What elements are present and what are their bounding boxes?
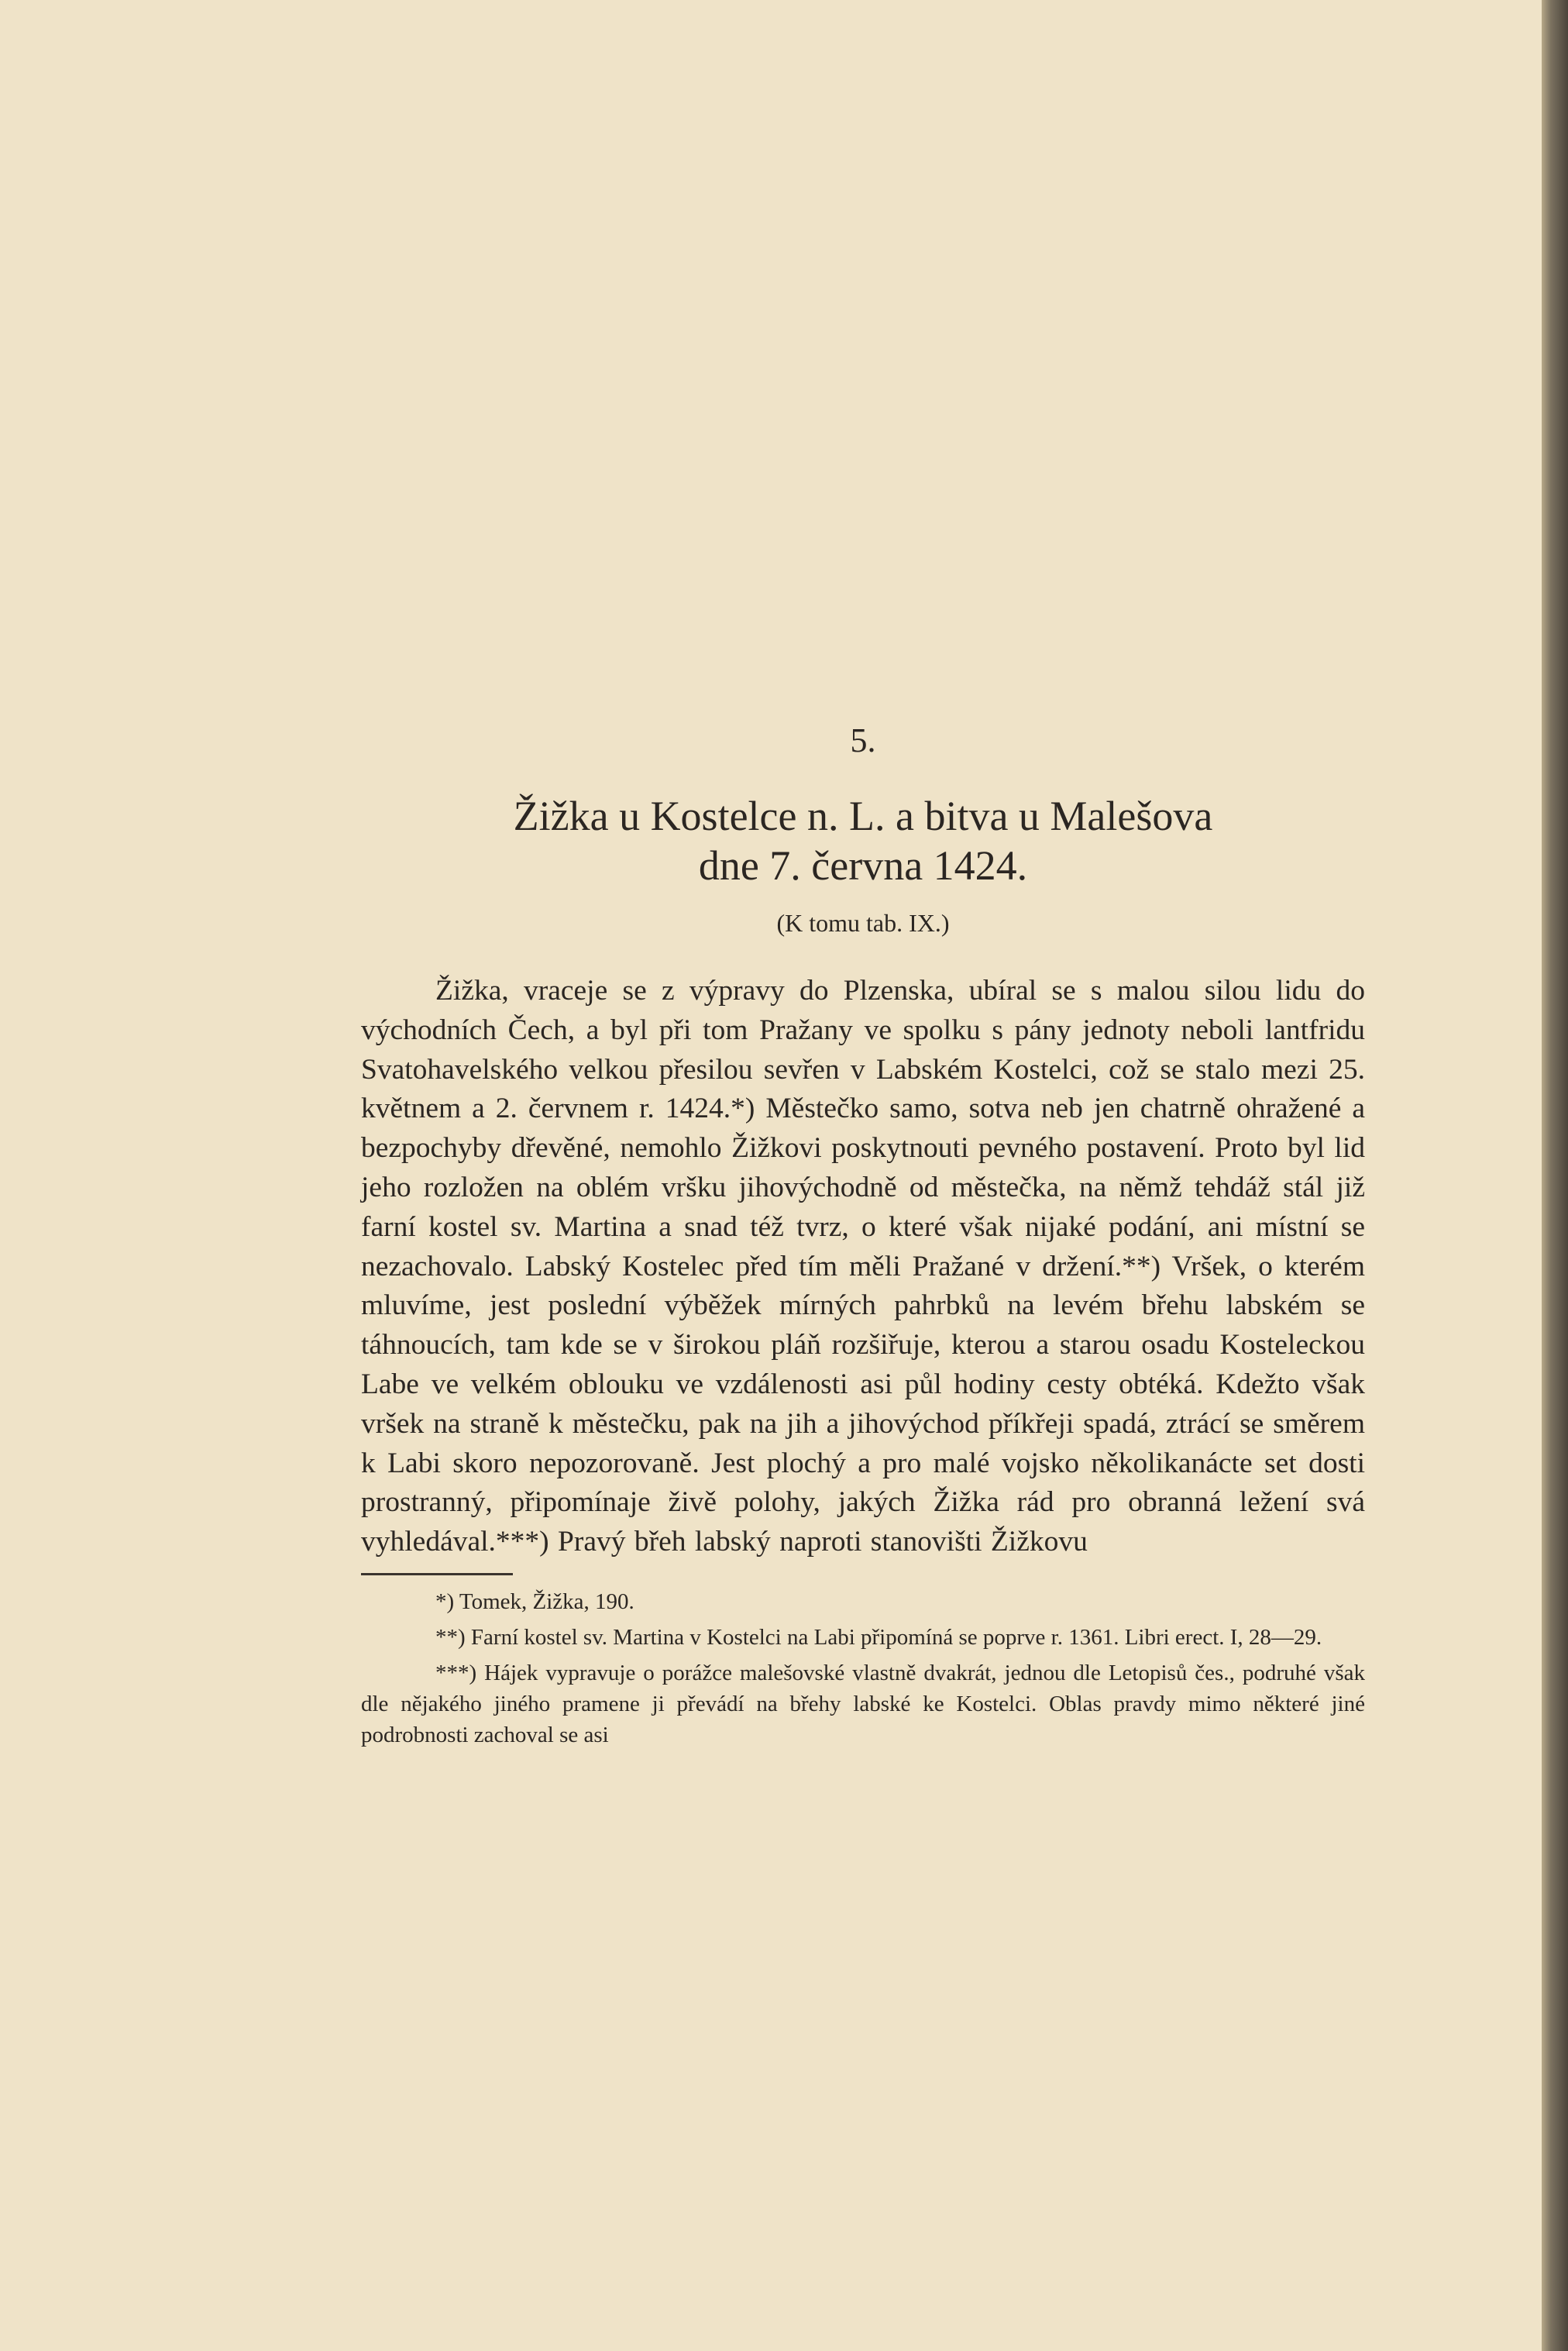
chapter-number: 5. <box>850 721 876 759</box>
text-block <box>361 721 1365 1750</box>
body-paragraph: Žižka, vraceje se z výpravy do Plzenska, ubíral se s malou silou lidu do východních Čech, a byl při tom Pražany ve spolku s pány jednoty neboli lantfridu Svatohavelského velkou přesilou sevřen v Labském Kostelci, což se stalo mezi 25. květnem a 2. červnem r. 1424.*) Městečko samo, sotva neb jen chatrně ohražené a bezpochyby dřevěné, nemohlo Žižkovi poskytnouti pevného postavení. Proto byl lid jeho rozložen na oblém vršku jihovýchodně od městečka, na němž tehdáž stál již farní kostel sv. Martina a snad též tvrz, o které však nijaké podání, ani místní se nezachovalo. Labský Kostelec před tím měli Pražané v držení.**) Vršek, o kterém mluvíme, jest poslední výběžek mírných pahrbků na levém břehu labském se táhnoucích, tam kde se v širokou pláň rozšiřuje, kterou a starou osadu Kosteleckou Labe ve velkém oblouku ve vzdálenosti asi půl hodiny cesty obtéká. Kdežto však vršek na straně k městečku, pak na jih a jihovýchod příkřeji spadá, ztrácí se směrem k Labi skoro nepozorovaně. Jest plochý a pro malé vojsko několikanácte set dosti prostranný, připomínaje živě polohy, jakých Žižka rád pro obranná ležení svá vyhledával.***) Pravý břeh labský naproti stanovišti Žižkovu <box>361 975 1365 1558</box>
footnote-3: ***) Hájek vypravuje o porážce malešovské vlastně dvakrát, jednou dle Letopisů čes., podruhé však dle nějakého jiného pramene ji převádí na břehy labské ke Kostelci. Oblas pravdy mimo některé jiné podrobnosti zachoval se asi <box>361 1660 1365 1747</box>
chapter-title <box>361 791 1365 890</box>
chapter-title-line-2: dne 7. června 1424. <box>698 842 1028 889</box>
footnote-divider <box>361 1573 513 1575</box>
footnote-1: *) Tomek, Žižka, 190. <box>435 1589 634 1614</box>
page-edge-shadow <box>1542 0 1568 2351</box>
footnote-2: **) Farní kostel sv. Martina v Kostelci na Labi připomíná se poprve r. 1361. Libri erect. I, 28—29. <box>435 1624 1322 1650</box>
chapter-title-line-1: Žižka u Kostelce n. L. a bitva u Malešova <box>513 793 1213 839</box>
chapter-subtitle: (K tomu tab. IX.) <box>776 909 950 937</box>
